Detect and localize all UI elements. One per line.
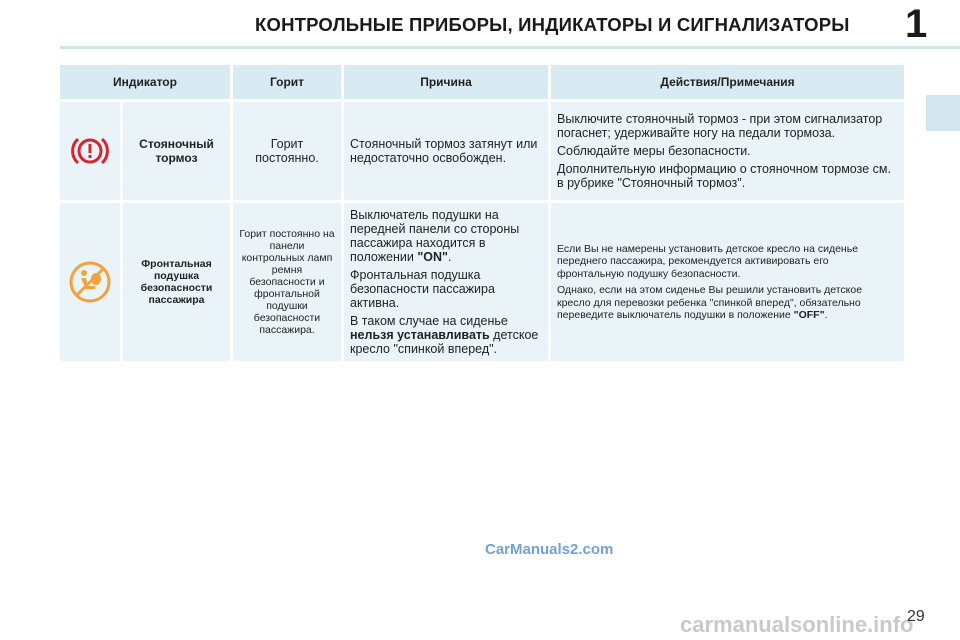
chapter-number: 1: [905, 2, 928, 46]
cause-cell: [344, 203, 548, 361]
carmanuals-watermark[interactable]: CarManuals2.com: [485, 541, 614, 558]
actions-cell: [551, 203, 904, 361]
page-number: 29: [907, 608, 925, 625]
column-header-indicator: Индикатор: [60, 65, 230, 99]
column-header-cause: Причина: [344, 65, 548, 99]
action-paragraph: Если Вы не намерены установить детское кресло на сиденье переднего пассажира, рекомендуется активировать его фронтальную подушку безопасности.: [557, 242, 859, 280]
lit-cell: Горит постоянно.: [233, 102, 341, 200]
action-paragraph: Дополнительную информацию о стояночном тормозе см. в рубрике "Стояночный тормоз".: [557, 162, 891, 190]
indicator-table: [57, 62, 907, 364]
chapter-side-tab[interactable]: [926, 95, 960, 131]
off-position-label: "OFF": [793, 309, 825, 321]
passenger-airbag-off-icon: [60, 203, 120, 361]
warning-emphasis: нельзя устанавливать: [350, 328, 490, 342]
page-title: КОНТРОЛЬНЫЕ ПРИБОРЫ, ИНДИКАТОРЫ И СИГНАЛИЗАТОРЫ: [255, 14, 850, 35]
indicator-name: Стояночный тормоз: [139, 137, 214, 165]
action-paragraph: Однако, если на этом сиденье Вы решили установить детское кресло для перевозки ребенка "спинкой вперед", обязательно переведите выключатель подушки в положение "OFF".: [557, 284, 863, 321]
page-header: [0, 0, 960, 52]
table-row: [60, 203, 904, 361]
indicator-cell: [60, 102, 230, 200]
actions-cell: [551, 102, 904, 200]
indicator-cell: [60, 203, 230, 361]
action-paragraph: Соблюдайте меры безопасности.: [557, 144, 751, 158]
lit-cell: Горит постоянно на панели контрольных ламп ремня безопасности и фронтальной подушки безопасности пассажира.: [233, 203, 341, 361]
footer-watermark: carmanualsonline.info: [680, 612, 914, 637]
cause-paragraph: Выключатель подушки на передней панели со стороны пассажира находится в положении "ON".: [350, 208, 520, 264]
parking-brake-warning-icon: [60, 102, 120, 200]
column-header-lit: Горит: [233, 65, 341, 99]
table-header-row: [60, 65, 904, 99]
header-divider: [60, 46, 960, 49]
cause-paragraph: В таком случае на сиденье нельзя устанавливать детское кресло "спинкой вперед".: [350, 314, 539, 356]
table-row: [60, 102, 904, 200]
column-header-actions: Действия/Примечания: [551, 65, 904, 99]
on-position-label: "ON": [417, 250, 448, 264]
cause-paragraph: Фронтальная подушка безопасности пассажира активна.: [350, 268, 495, 310]
indicator-name: Фронтальная подушка безопасности пассажира: [140, 258, 213, 306]
action-paragraph: Выключите стояночный тормоз - при этом сигнализатор погаснет; удерживайте ногу на педали тормоза.: [557, 112, 883, 140]
cause-cell: Стояночный тормоз затянут или недостаточно освобожден.: [344, 102, 548, 200]
